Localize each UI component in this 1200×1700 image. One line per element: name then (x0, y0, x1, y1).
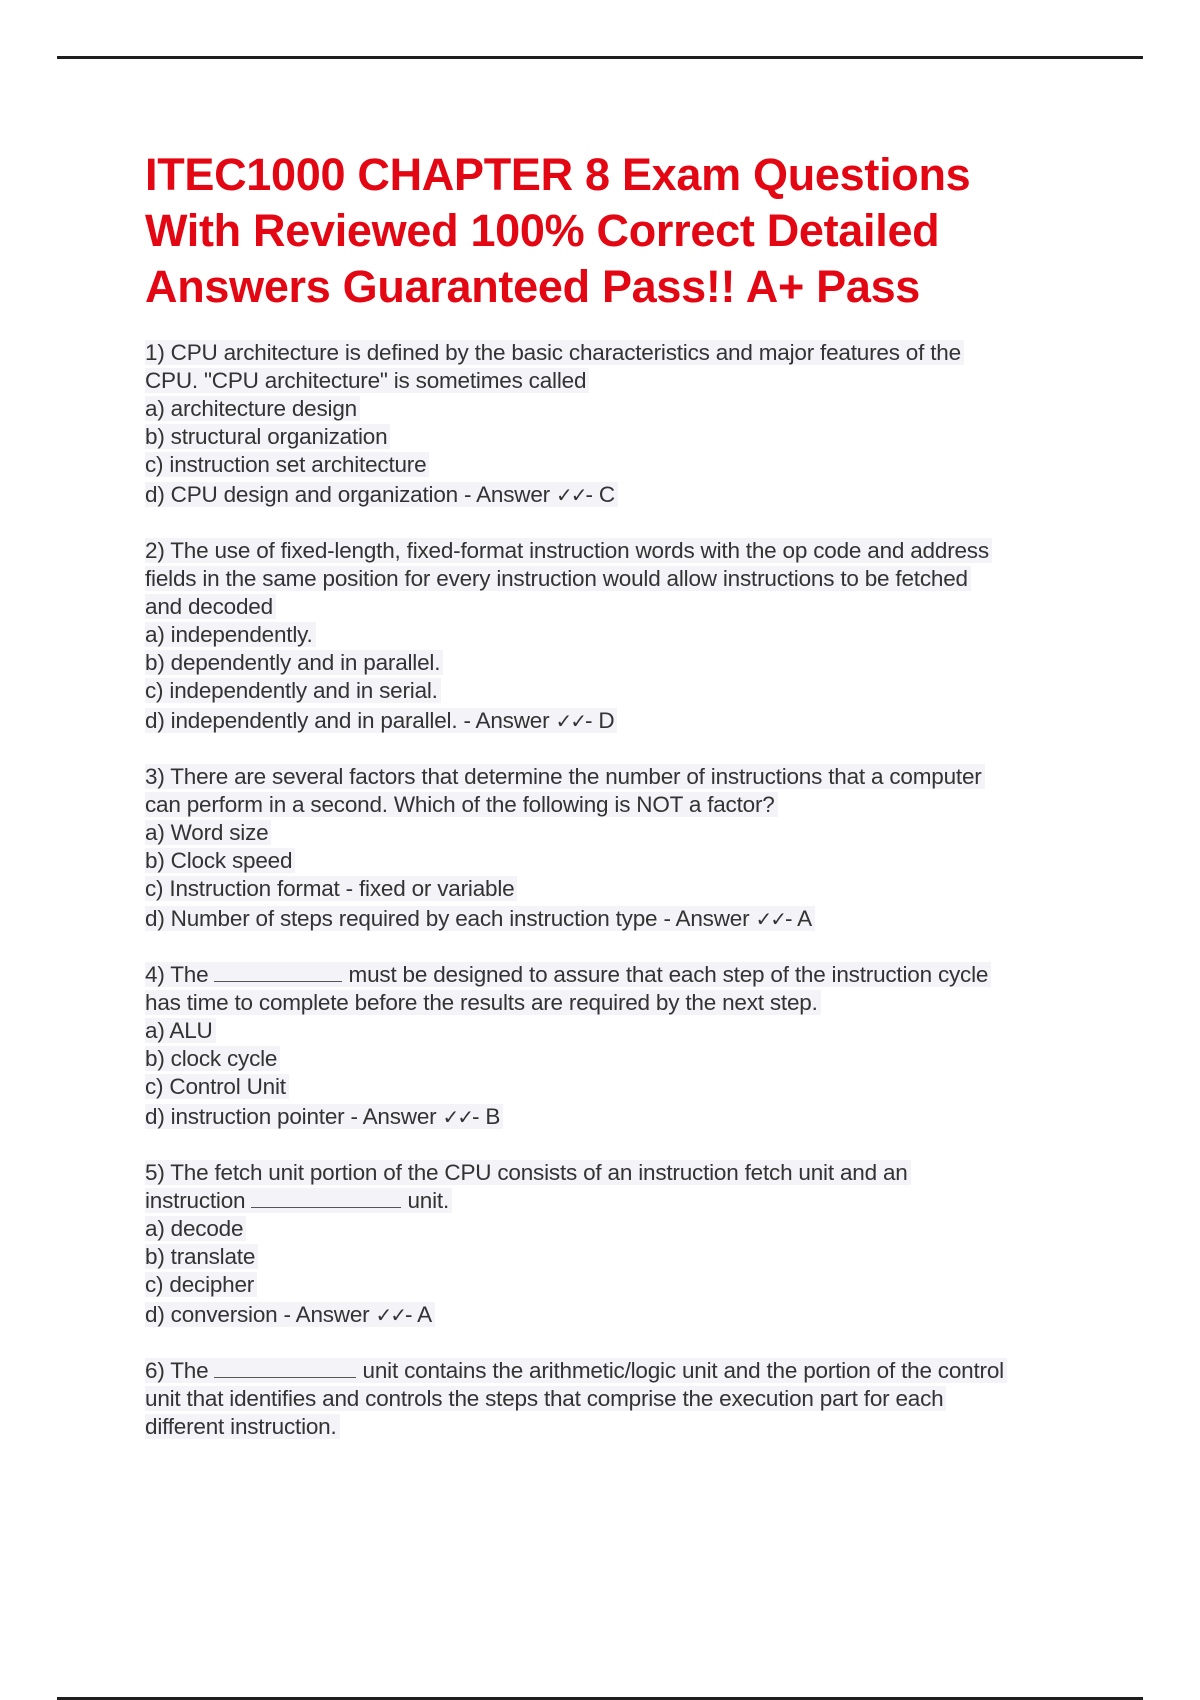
answer-label: - Answer (463, 708, 550, 733)
answer-value: B (485, 1104, 501, 1129)
question-5 (145, 1159, 1105, 1331)
question-3 (145, 763, 1105, 935)
question-stem-line: has time to complete before the results are required by the next step. (145, 989, 1105, 1017)
question-1 (145, 339, 1105, 511)
answer-value: C (598, 482, 615, 507)
question-stem-line: and decoded (145, 593, 1105, 621)
option-b: b) clock cycle (145, 1045, 1105, 1073)
answer-value: A (417, 1302, 432, 1327)
fill-in-blank (214, 963, 342, 982)
question-stem-line: fields in the same position for every instruction would allow instructions to be fetched (145, 565, 1105, 593)
question-stem-line: unit that identifies and controls the steps that comprise the execution part for each (145, 1385, 1105, 1413)
double-check-icon: ✓✓ (555, 709, 585, 733)
document-title (145, 147, 1105, 315)
option-d-with-answer: d) Number of steps required by each instruction type - Answer ✓✓- A (145, 903, 1105, 935)
title-line: With Reviewed 100% Correct Detailed (145, 205, 940, 256)
double-check-icon: ✓✓ (375, 1303, 406, 1327)
fill-in-blank (214, 1359, 356, 1378)
option-b: b) structural organization (145, 423, 1105, 451)
option-d-with-answer: d) instruction pointer - Answer ✓✓- B (145, 1101, 1105, 1133)
title-line: Answers Guaranteed Pass!! A+ Pass (145, 261, 921, 312)
option-b: b) dependently and in parallel. (145, 649, 1105, 677)
question-stem-line: 5) The fetch unit portion of the CPU consists of an instruction fetch unit and an (145, 1159, 1105, 1187)
option-a: a) independently. (145, 621, 1105, 649)
option-c: c) independently and in serial. (145, 677, 1105, 705)
double-check-icon: ✓✓ (442, 1105, 473, 1129)
question-2 (145, 537, 1105, 737)
option-b: b) Clock speed (145, 847, 1105, 875)
answer-label: - Answer (663, 906, 750, 931)
answer-value: A (797, 906, 812, 931)
question-stem-line: different instruction. (145, 1413, 1105, 1441)
title-line: ITEC1000 CHAPTER 8 Exam Questions (145, 149, 971, 200)
question-6 (145, 1357, 1105, 1441)
fill-in-blank (251, 1189, 401, 1208)
option-c: c) Instruction format - fixed or variable (145, 875, 1105, 903)
option-d-with-answer: d) CPU design and organization - Answer ✓✓- C (145, 479, 1105, 511)
question-stem-line: instruction unit. (145, 1187, 1105, 1215)
option-a: a) Word size (145, 819, 1105, 847)
option-a: a) ALU (145, 1017, 1105, 1045)
question-list (145, 339, 1105, 1467)
option-b: b) translate (145, 1243, 1105, 1271)
double-check-icon: ✓✓ (755, 907, 785, 931)
answer-label: - Answer (283, 1302, 370, 1327)
option-c: c) instruction set architecture (145, 451, 1105, 479)
option-a: a) architecture design (145, 395, 1105, 423)
option-d-with-answer: d) independently and in parallel. - Answer ✓✓- D (145, 705, 1105, 737)
option-a: a) decode (145, 1215, 1105, 1243)
header-rule (57, 56, 1143, 59)
option-d-with-answer: d) conversion - Answer ✓✓- A (145, 1299, 1105, 1331)
answer-value: D (598, 708, 615, 733)
question-stem-line: 1) CPU architecture is defined by the basic characteristics and major features of the (145, 339, 1105, 367)
answer-label: - Answer (350, 1104, 437, 1129)
double-check-icon: ✓✓ (556, 483, 586, 507)
question-stem-line: 3) There are several factors that determine the number of instructions that a computer (145, 763, 1105, 791)
option-c: c) decipher (145, 1271, 1105, 1299)
question-4 (145, 961, 1105, 1133)
option-c: c) Control Unit (145, 1073, 1105, 1101)
answer-label: - Answer (464, 482, 550, 507)
question-stem-line: 2) The use of fixed-length, fixed-format instruction words with the op code and address (145, 537, 1105, 565)
question-stem-line: 4) The must be designed to assure that each step of the instruction cycle (145, 961, 1105, 989)
question-stem-line: can perform in a second. Which of the following is NOT a factor? (145, 791, 1105, 819)
question-stem-line: 6) The unit contains the arithmetic/logic unit and the portion of the control (145, 1357, 1105, 1385)
question-stem-line: CPU. "CPU architecture" is sometimes called (145, 367, 1105, 395)
